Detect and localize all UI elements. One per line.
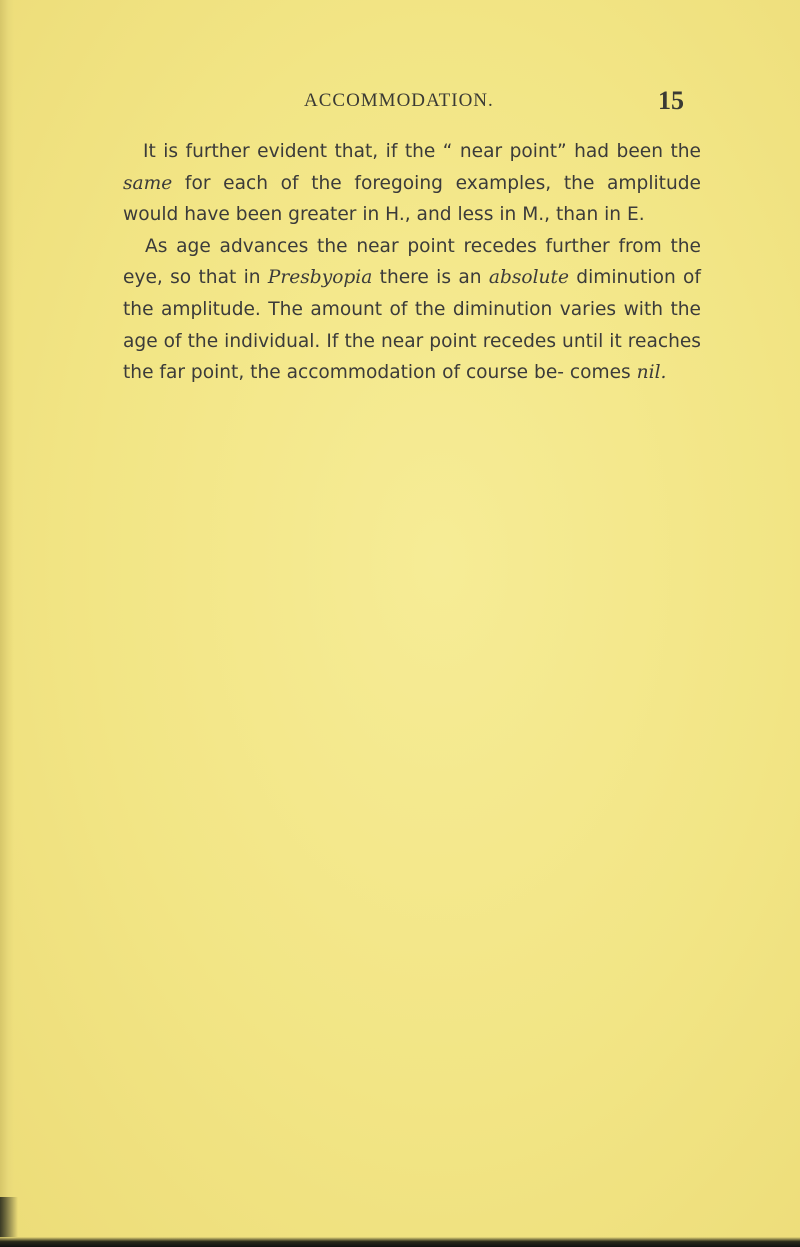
paragraph-2-italic-presbyopia: Presbyopia: [267, 267, 373, 289]
paragraph-2-text-c: diminution of the amplitude. The amount of the diminution varies with the age of the individual. If the near point recedes until it reaches the far point, the accommodation of course be- comes: [123, 267, 701, 384]
paragraph-2-text-b: there is an: [372, 267, 489, 289]
paragraph-2-italic-absolute: absolute: [488, 267, 569, 289]
paragraph-1-text-b: for each of the foregoing examples, the amplitude would have been greater in H., and less in M., than in E.: [123, 172, 701, 226]
page-number: 15: [658, 86, 684, 115]
page-spine-shadow: [0, 0, 14, 1247]
paragraph-1-text-a: It is further evident that, if the “ near point” had been the: [143, 141, 701, 162]
page-bottom-edge: [0, 1237, 800, 1247]
paragraph-1-italic-same: same: [123, 172, 173, 194]
body-text: [123, 136, 701, 389]
paragraph-1: [123, 136, 701, 231]
paragraph-2-italic-nil: nil.: [636, 362, 667, 384]
paragraph-2-text-a: As age advances the near point recedes further from the eye, so that in: [123, 235, 701, 289]
paragraph-2: [123, 231, 701, 389]
running-head: ACCOMMODATION.: [304, 90, 494, 111]
page-corner-shadow: [0, 1197, 18, 1237]
